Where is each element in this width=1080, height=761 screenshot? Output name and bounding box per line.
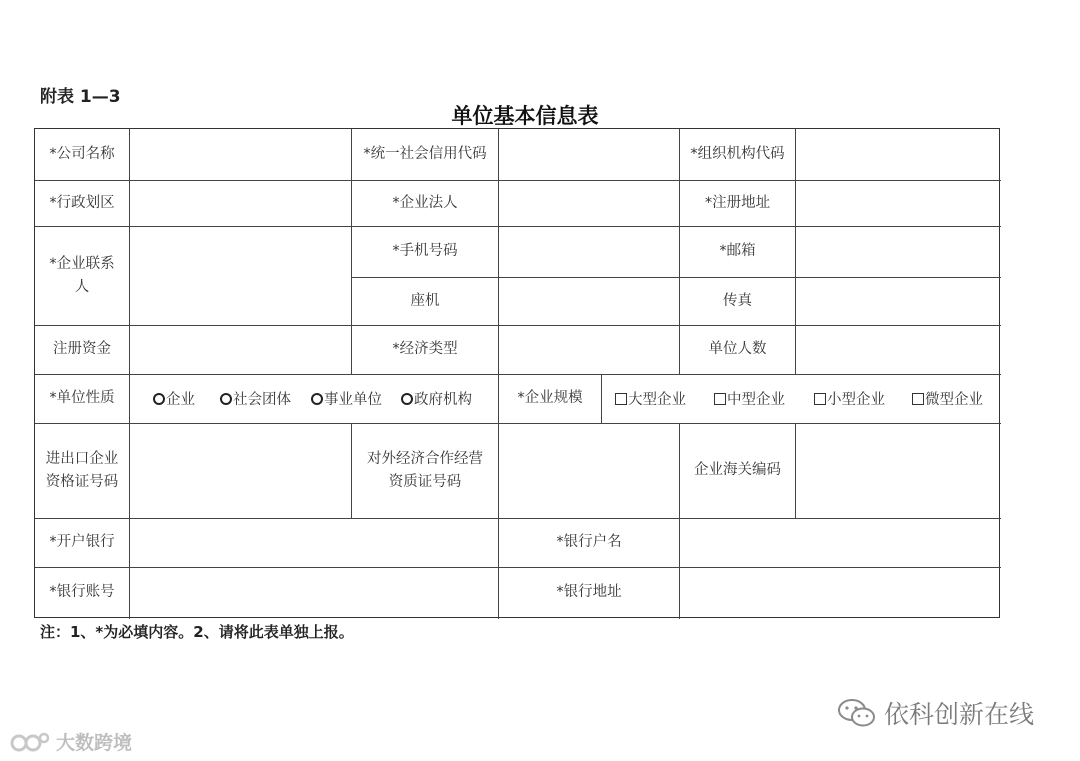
field-contact-person[interactable] — [130, 226, 351, 325]
radio-icon — [401, 393, 413, 405]
field-reg-address[interactable] — [796, 180, 1001, 226]
field-district[interactable] — [130, 180, 351, 226]
watermark-right — [836, 695, 1034, 731]
footnote: 注：1、*为必填内容。2、请将此表单独上报。 — [40, 623, 354, 641]
option-label: 事业单位 — [324, 392, 382, 408]
label-account-name: *银行户名 — [556, 534, 622, 551]
label-legal-person: *企业法人 — [392, 194, 458, 211]
field-customs-code[interactable] — [796, 423, 1001, 518]
wechat-icon — [836, 696, 878, 730]
form-title: 单位基本信息表 — [451, 104, 599, 128]
checkbox-icon — [814, 393, 826, 405]
field-bank[interactable] — [130, 518, 498, 567]
nature-option-social-group[interactable] — [220, 374, 291, 423]
field-legal-person[interactable] — [499, 180, 679, 226]
field-bank-address[interactable] — [680, 567, 1001, 617]
label-mobile: *手机号码 — [392, 243, 458, 260]
label-reg-capital: 注册资金 — [53, 341, 111, 358]
scale-option-medium[interactable] — [714, 374, 785, 423]
option-label: 大型企业 — [628, 392, 686, 408]
label-import-export-cert: 进出口企业资格证号码 — [45, 451, 119, 490]
label-bank-address: *银行地址 — [556, 583, 622, 600]
label-economy-type: *经济类型 — [392, 341, 458, 358]
label-email: *邮箱 — [719, 243, 756, 260]
option-label: 政府机构 — [414, 392, 472, 408]
field-foreign-cooperation-cert[interactable] — [499, 423, 679, 518]
label-account-number: *银行账号 — [49, 583, 115, 600]
label-foreign-cooperation-cert: 对外经济合作经营资质证号码 — [367, 451, 483, 490]
info-form-table — [34, 128, 1000, 618]
label-enterprise-scale: *企业规模 — [517, 390, 583, 407]
option-label: 企业 — [166, 392, 195, 408]
col-divider — [351, 423, 352, 518]
label-contact-person: *企业联系人 — [49, 256, 115, 295]
option-label: 小型企业 — [827, 392, 885, 408]
radio-icon — [311, 393, 323, 405]
nature-option-public-institution[interactable] — [311, 374, 382, 423]
checkbox-icon — [912, 393, 924, 405]
attachment-label: 附表 1—3 — [40, 87, 121, 107]
field-company-name[interactable] — [130, 129, 351, 180]
scale-option-large[interactable] — [615, 374, 686, 423]
label-staff-count: 单位人数 — [708, 341, 767, 358]
scale-option-small[interactable] — [814, 374, 885, 423]
label-landline: 座机 — [410, 292, 440, 309]
field-landline[interactable] — [499, 277, 679, 325]
watermark-right-text: 依科创新在线 — [884, 700, 1035, 729]
option-label: 社会团体 — [233, 392, 291, 408]
radio-icon — [153, 393, 165, 405]
option-label: 中型企业 — [727, 392, 785, 408]
label-company-name: *公司名称 — [49, 146, 115, 163]
watermark-left — [10, 728, 132, 755]
field-import-export-cert[interactable] — [130, 423, 351, 518]
field-fax[interactable] — [796, 277, 1001, 325]
option-label: 微型企业 — [925, 392, 983, 408]
field-account-number[interactable] — [130, 567, 498, 617]
label-credit-code: *统一社会信用代码 — [363, 146, 487, 163]
field-credit-code[interactable] — [499, 129, 679, 180]
scale-option-micro[interactable] — [912, 374, 983, 423]
label-fax: 传真 — [723, 292, 752, 309]
field-reg-capital[interactable] — [130, 325, 351, 374]
label-customs-code: 企业海关编码 — [694, 462, 781, 479]
checkbox-icon — [615, 393, 627, 405]
field-mobile[interactable] — [499, 226, 679, 277]
nature-option-enterprise[interactable] — [153, 374, 195, 423]
label-bank: *开户银行 — [49, 534, 115, 551]
watermark-left-text: 大数跨境 — [56, 732, 133, 754]
label-reg-address: *注册地址 — [704, 194, 771, 211]
radio-icon — [220, 393, 232, 405]
col-divider — [601, 374, 602, 423]
nature-option-government[interactable] — [401, 374, 472, 423]
label-org-code: *组织机构代码 — [690, 146, 785, 163]
field-org-code[interactable] — [796, 129, 1001, 180]
field-email[interactable] — [796, 226, 1001, 277]
brand-logo-icon — [10, 731, 50, 753]
field-staff-count[interactable] — [796, 325, 1001, 374]
field-economy-type[interactable] — [499, 325, 679, 374]
checkbox-icon — [714, 393, 726, 405]
field-account-name[interactable] — [680, 518, 1001, 567]
label-unit-nature: *单位性质 — [49, 390, 115, 407]
label-district: *行政划区 — [49, 194, 115, 211]
